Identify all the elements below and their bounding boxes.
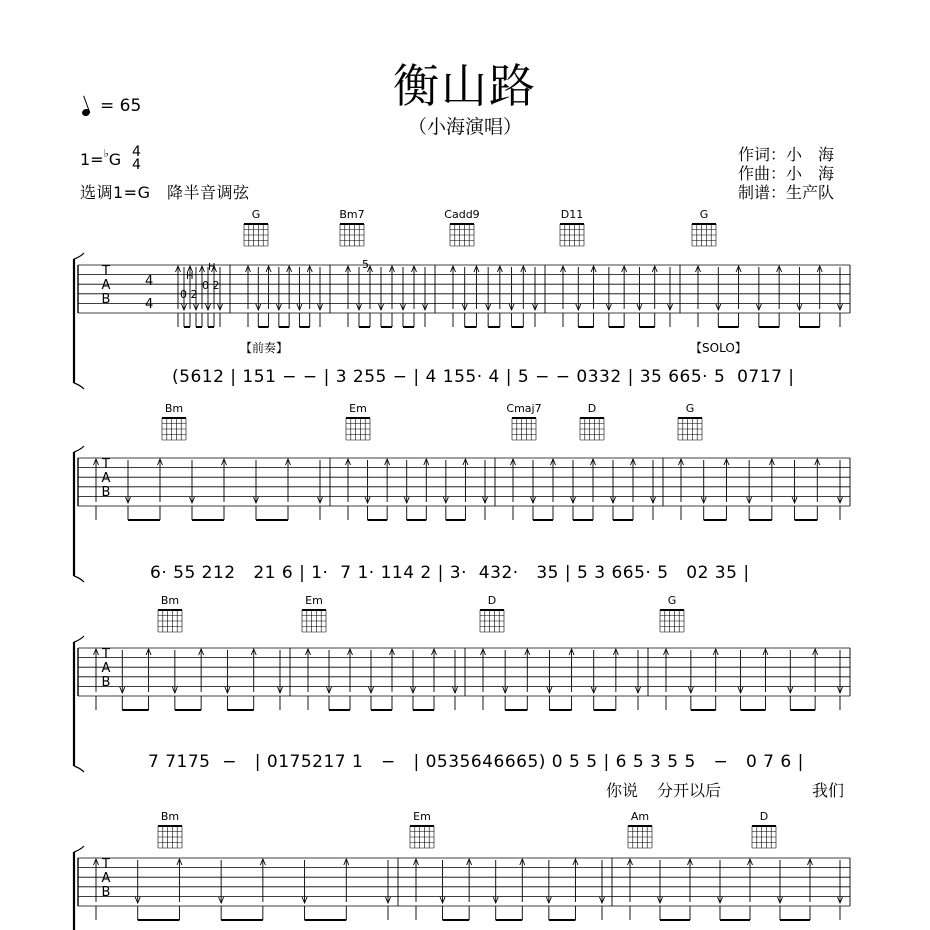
chord-name: D11 bbox=[560, 208, 584, 221]
chord-name: Em bbox=[413, 810, 431, 823]
chord-name: D bbox=[587, 402, 597, 415]
tab-letter: B bbox=[101, 292, 111, 307]
song-title: 衡山路 bbox=[393, 59, 537, 113]
harmonic-mark-2: H bbox=[208, 262, 216, 273]
harmonic-fret-1: 0 2 bbox=[180, 288, 198, 301]
brace-hook bbox=[74, 253, 84, 259]
tab-letter: A bbox=[101, 661, 111, 676]
chord-name: Bm bbox=[164, 402, 184, 415]
brace-hook bbox=[74, 446, 84, 452]
section-label-solo: 【SOLO】 bbox=[690, 341, 747, 355]
lyricist-credit: 作词：小 海 bbox=[738, 145, 835, 164]
chord-name: Bm7 bbox=[339, 208, 365, 221]
brace-hook bbox=[74, 766, 84, 772]
chord-name: D bbox=[487, 594, 497, 607]
chord-name: Bm bbox=[160, 594, 180, 607]
brace-hook bbox=[74, 846, 84, 852]
flat-sign: ♭ bbox=[103, 147, 109, 160]
chord-name: G bbox=[699, 208, 709, 221]
jianpu-line-1: (5612 | 151 − − | 3 255 − | 4 155· 4 | 5 − − 0332 | 35 665· 5 0717 | bbox=[172, 367, 795, 387]
arranger-credit: 制谱：生产队 bbox=[738, 183, 835, 202]
chord-name: G bbox=[667, 594, 677, 607]
jianpu-line-3: 7 7175 − | 0175217 1 − | 0535646665) 0 5 5 | 6 5 3 5 5 − 0 7 6 | bbox=[148, 752, 804, 772]
chord-name: Cmaj7 bbox=[506, 402, 542, 415]
tab-letter: T bbox=[102, 647, 110, 662]
brace-hook bbox=[74, 576, 84, 582]
tab-letter: T bbox=[102, 264, 110, 279]
lyric-word-1: 你说 bbox=[606, 781, 639, 800]
jianpu-line-2: 6· 55 212 21 6 | 1· 7 1· 114 2 | 3· 432· 35 | 5 3 665· 5 02 35 | bbox=[150, 563, 750, 583]
tab-letter: B bbox=[101, 675, 111, 690]
tab-meter: 4 4 bbox=[145, 274, 154, 312]
brace-hook bbox=[74, 383, 84, 389]
lyric-word-2: 分开以后 bbox=[657, 781, 722, 800]
tab-letter: T bbox=[102, 857, 110, 872]
tab-letter: T bbox=[102, 457, 110, 472]
tab-letter: B bbox=[101, 885, 111, 900]
harmonic-mark-1: H bbox=[186, 271, 194, 282]
tab-letter: A bbox=[101, 471, 111, 486]
tab-letter: A bbox=[101, 278, 111, 293]
tab-fret-number: 5 bbox=[362, 258, 369, 271]
chord-name: Em bbox=[305, 594, 323, 607]
song-subtitle: （小海演唱） bbox=[407, 116, 522, 138]
chord-name: Cadd9 bbox=[444, 208, 480, 221]
chord-name: Bm bbox=[160, 810, 180, 823]
tab-letter: A bbox=[101, 871, 111, 886]
chord-name: Em bbox=[349, 402, 367, 415]
chord-name: G bbox=[251, 208, 261, 221]
key-signature: 1=♭G bbox=[80, 147, 122, 169]
tuning-note: 选调1=G 降半音调弦 bbox=[80, 183, 250, 202]
section-label-intro: 【前奏】 bbox=[240, 341, 289, 355]
chord-name: G bbox=[685, 402, 695, 415]
composer-credit: 作曲：小 海 bbox=[738, 164, 835, 183]
tab-letter: B bbox=[101, 485, 111, 500]
chord-name: Am bbox=[630, 810, 650, 823]
time-signature: 4 4 bbox=[132, 144, 141, 173]
harmonic-fret-2: 0 2 bbox=[202, 279, 220, 292]
lyric-word-3: 我们 bbox=[812, 781, 845, 800]
tempo-value: = 65 bbox=[100, 96, 142, 116]
brace-hook bbox=[74, 636, 84, 642]
chord-name: D bbox=[759, 810, 769, 823]
